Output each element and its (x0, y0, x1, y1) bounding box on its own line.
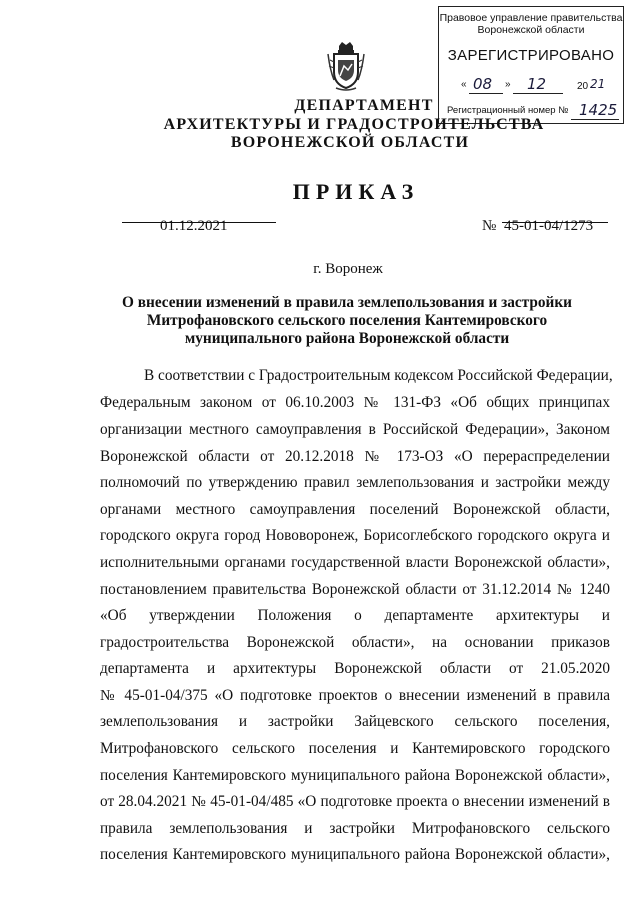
stamp-day: 08 (473, 75, 493, 93)
order-number-label: № (482, 218, 497, 234)
registration-stamp: Правовое управление правительства Воронежской области ЗАРЕГИСТРИРОВАНО « 08 » 12 20 21 Регистрационный номер № 1425 (438, 6, 624, 124)
body-line: землепользования и застройки Зайцевского сельского поселения, (100, 713, 610, 730)
body-line: органами местного самоуправления поселений Воронежской области, (100, 501, 610, 518)
title-line: муниципального района Воронежской области (184, 330, 510, 347)
body-line: организации местного самоуправления в Российской Федерации», Законом (100, 421, 610, 438)
body-line: полномочий по утверждению правил землепользования и застройки между (100, 474, 610, 491)
stamp-registered: ЗАРЕГИСТРИРОВАНО (447, 47, 615, 64)
title-line: Митрофановского сельского поселения Кантемировского (146, 312, 548, 329)
body-line: «Об утверждении Положения о департаменте архитектуры и (100, 607, 610, 624)
body-line: департамента и архитектуры Воронежской области от 21.05.2020 (100, 660, 610, 677)
body-line: Воронежской области от 20.12.2018 № 173-ОЗ «О перераспределении (100, 448, 610, 465)
body-line: Митрофановского сельского поселения и Кантемировского городского (100, 740, 610, 757)
stamp-org-line2: Воронежской области (477, 24, 585, 36)
stamp-reg-label: Регистрационный номер № (447, 105, 569, 116)
body-line: поселения Кантемировского муниципального района Воронежской области», (100, 846, 610, 863)
body-line: В соответствии с Градостроительным кодексом Российской Федерации, (144, 367, 613, 384)
city: г. Воронеж (313, 261, 383, 277)
stamp-org-line1: Правовое управление правительства (439, 12, 623, 24)
body-line: постановлением правительства Воронежской области от 31.12.2014 № 1240 (100, 581, 610, 598)
stamp-month: 12 (527, 75, 547, 93)
title-line: О внесении изменений в правила землепользования и застройки (122, 294, 572, 311)
dept-line3: ВОРОНЕЖСКОЙ ОБЛАСТИ (230, 134, 470, 151)
body-line: градостроительства Воронежской области», на основании приказов (100, 634, 610, 651)
body-line: Федеральным законом от 06.10.2003 № 131-ФЗ «Об общих принципах (100, 394, 610, 411)
body-line: № 45-01-04/375 «О подготовке проектов о внесении изменений в правила (100, 687, 610, 704)
stamp-reg-number: 1425 (579, 101, 618, 119)
order-number: 45-01-04/1273 (504, 218, 594, 234)
order-date: 01.12.2021 (160, 218, 228, 234)
body-line: от 28.04.2021 № 45-01-04/485 «О подготовке проекта о внесении изменений в (100, 793, 610, 810)
dept-line2: АРХИТЕКТУРЫ И ГРАДОСТРОИТЕЛЬСТВА (163, 116, 545, 133)
body-line: исполнительными органами государственной власти Воронежской области», (100, 554, 610, 571)
dept-line1: ДЕПАРТАМЕНТ (294, 97, 434, 114)
stamp-year-suffix: 21 (590, 77, 606, 91)
order-title (0, 294, 640, 348)
coat-of-arms-icon (326, 40, 366, 92)
doc-type: ПРИКАЗ (292, 179, 420, 204)
stamp-year-prefix: 20 (577, 81, 589, 92)
body-line: поселения Кантемировского муниципального района Воронежской области», (100, 767, 610, 784)
body-line: правила землепользования и застройки Митрофановского сельского (100, 820, 610, 837)
body-line: городского округа город Нововоронеж, Борисоглебского городского округа и (100, 527, 610, 544)
